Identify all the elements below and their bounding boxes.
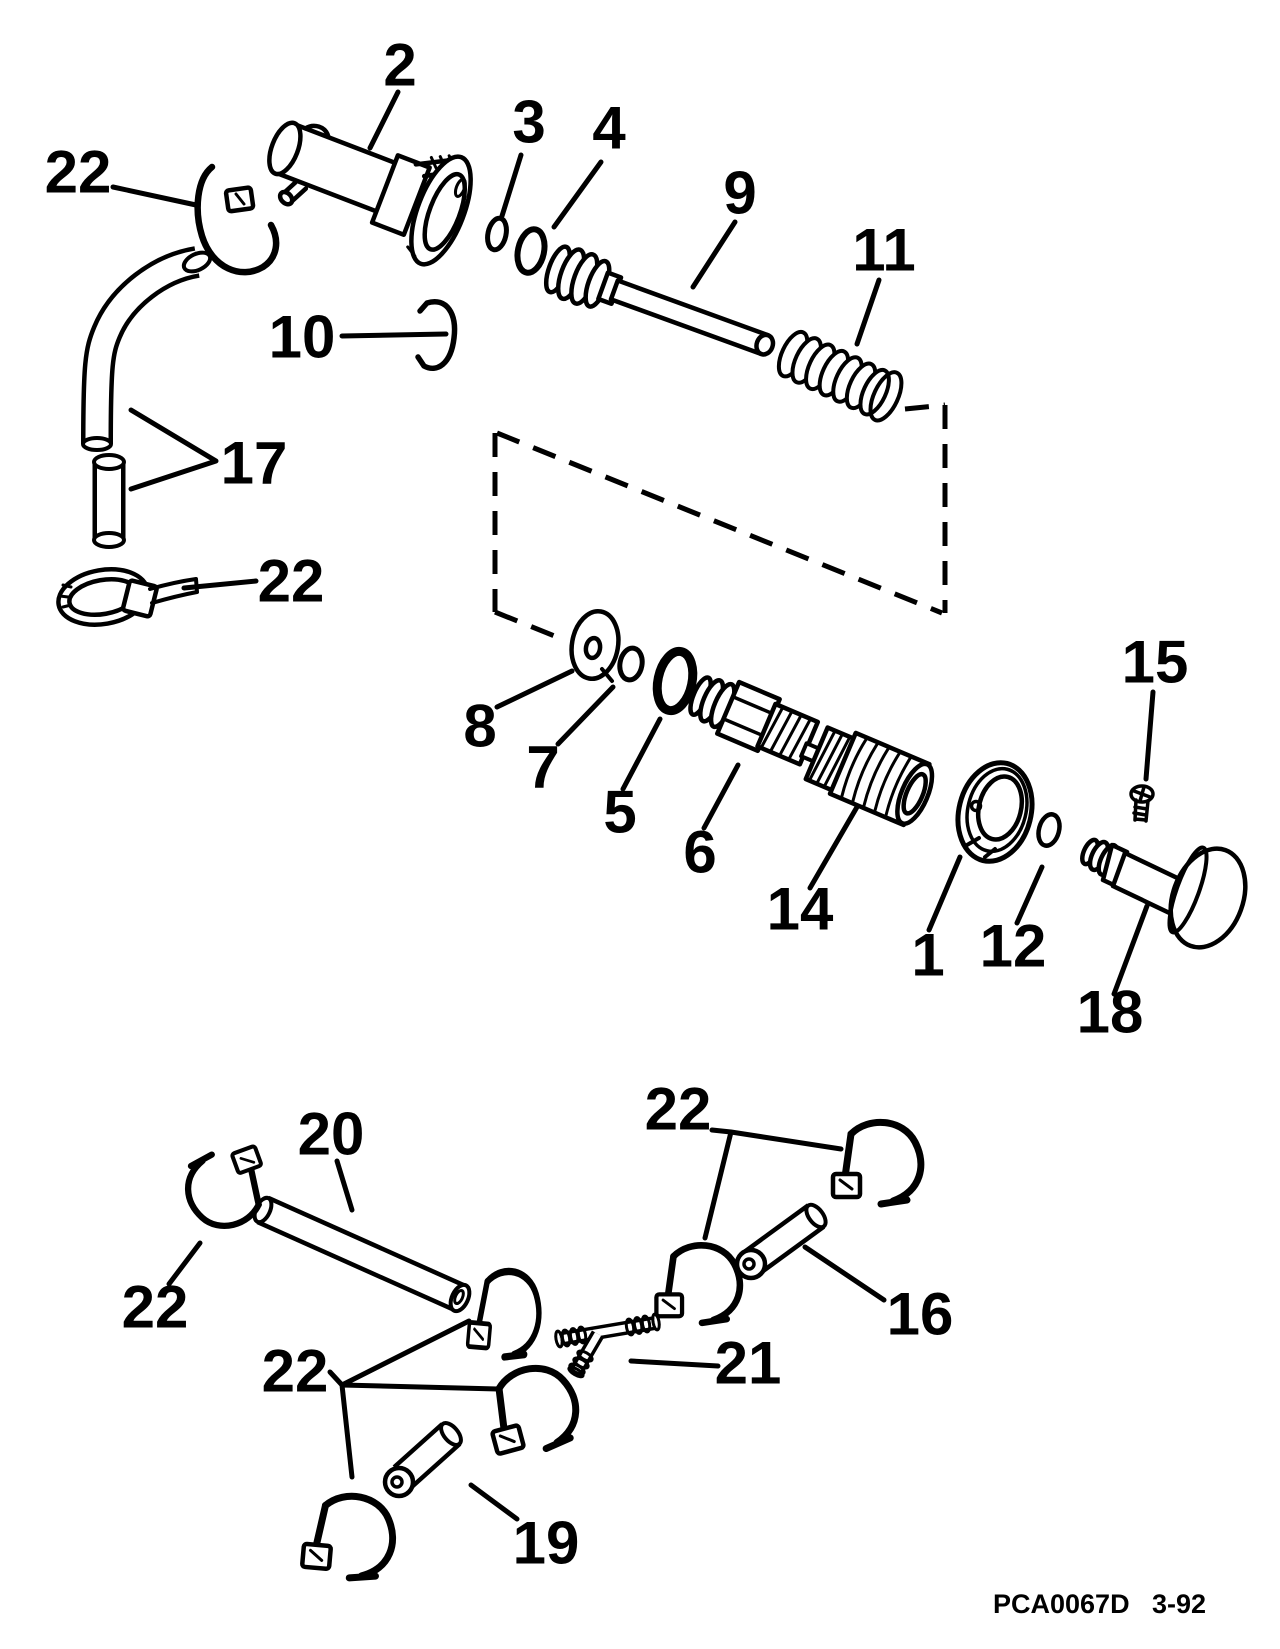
leader-21 [631,1361,718,1366]
part-8-washer [566,608,623,683]
callout-22-2: 22 [257,547,325,615]
part-21-tee-fitting [555,1314,661,1379]
part-3-o-ring [485,216,509,251]
leader-2 [370,92,398,148]
callout-22-4: 22 [644,1075,712,1143]
callout-5: 5 [603,778,637,846]
part-12-o-ring [1035,812,1063,848]
part-11-spring [773,325,908,425]
part-22-clamp-6 [467,1268,543,1359]
callout-18: 18 [1076,978,1144,1046]
leader-17 [131,410,216,489]
callout-22-5: 22 [261,1337,329,1405]
callout-1: 1 [911,921,945,989]
callout-6: 6 [683,818,717,886]
callout-15: 15 [1121,628,1189,696]
callout-2: 2 [383,31,417,99]
leader-16 [805,1247,884,1300]
callout-8: 8 [463,692,497,760]
leader-22-1 [113,187,196,205]
callout-9: 9 [723,159,757,227]
part-7-o-ring [617,646,644,681]
part-6-valve-body [683,668,833,774]
leader-20 [337,1161,352,1210]
leader-15 [1146,692,1153,779]
leader-4 [554,162,601,227]
part-9-plunger-rod [541,242,781,372]
callout-22-1: 22 [44,138,112,206]
callout-4: 4 [592,94,626,162]
part-4-o-ring [514,227,549,275]
leader-8 [497,671,572,707]
footer [993,1589,1206,1619]
callout-3: 3 [512,88,546,156]
callout-11: 11 [852,216,916,284]
part-1-retainer-ring [948,755,1042,869]
part-20-hose [251,1195,473,1314]
part-2-solenoid [252,92,483,272]
part-22-clamp-2 [54,563,197,632]
part-22-clamp-5 [656,1245,739,1323]
leader-3 [502,155,521,216]
part-22-clamp-1 [198,167,276,272]
leader-10 [342,334,446,336]
callout-14: 14 [766,875,834,943]
footer-revision: 3-92 [1152,1589,1207,1619]
callout-10: 10 [268,303,336,371]
callout-22-3: 22 [121,1273,189,1341]
part-18-plunger-knob [1079,838,1258,958]
part-22-clamp-4 [833,1122,921,1204]
leader-9 [693,222,735,287]
callout-19: 19 [512,1509,580,1577]
callout-16: 16 [886,1280,954,1348]
callout-7: 7 [526,733,560,801]
callout-20: 20 [297,1100,365,1168]
part-14-nut [804,722,939,829]
part-22-clamp-8 [301,1492,396,1581]
part-16-hose [737,1201,829,1278]
part-19-hose [385,1420,465,1496]
footer-code: PCA0067D [993,1589,1130,1619]
phantom-panel-outline [495,405,945,641]
leader-19 [471,1485,517,1519]
callout-21: 21 [714,1329,782,1397]
leader-7 [558,687,613,744]
callout-17: 17 [220,429,288,497]
callout-12: 12 [979,912,1047,980]
part-22-clamp-7 [479,1359,585,1461]
leader-11 [857,280,879,344]
leader-1 [929,857,960,930]
part-15-screw [1131,786,1153,821]
part-17-hose-short [94,455,124,547]
